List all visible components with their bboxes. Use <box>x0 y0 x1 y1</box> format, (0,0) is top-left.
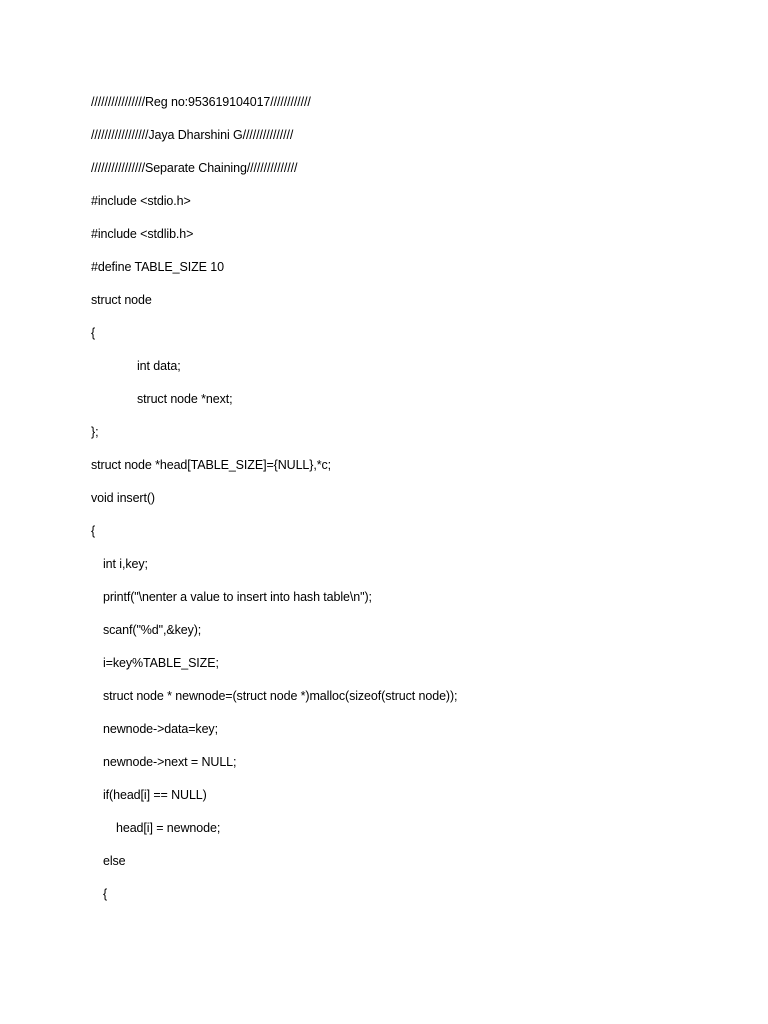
code-line: struct node <box>91 293 152 307</box>
code-line: if(head[i] == NULL) <box>103 788 207 802</box>
code-line: }; <box>91 425 99 439</box>
code-line: newnode->data=key; <box>103 722 218 736</box>
code-line: int i,key; <box>103 557 148 571</box>
code-line: struct node *head[TABLE_SIZE]={NULL},*c; <box>91 458 332 472</box>
code-line: scanf("%d",&key); <box>103 623 202 637</box>
code-line: newnode->next = NULL; <box>103 755 237 769</box>
code-line: struct node * newnode=(struct node *)malloc(sizeof(struct node)); <box>103 689 458 703</box>
code-line: #include <stdio.h> <box>91 194 191 208</box>
code-line: ////////////////Reg no:953619104017//////////// <box>91 95 311 109</box>
code-line: { <box>103 887 108 901</box>
code-line: /////////////////Jaya Dharshini G/////////////// <box>91 128 294 142</box>
code-line: void insert() <box>91 491 155 505</box>
code-line: else <box>103 854 126 868</box>
code-line: printf("\nenter a value to insert into hash table\n"); <box>103 590 372 604</box>
code-line: { <box>91 524 96 538</box>
code-line: int data; <box>137 359 181 373</box>
code-line: ////////////////Separate Chaining/////////////// <box>91 161 298 175</box>
code-line: head[i] = newnode; <box>116 821 221 835</box>
code-line: #define TABLE_SIZE 10 <box>91 260 224 274</box>
code-line: #include <stdlib.h> <box>91 227 194 241</box>
code-line: struct node *next; <box>137 392 233 406</box>
code-line: i=key%TABLE_SIZE; <box>103 656 219 670</box>
code-listing <box>91 91 457 916</box>
code-line: { <box>91 326 96 340</box>
